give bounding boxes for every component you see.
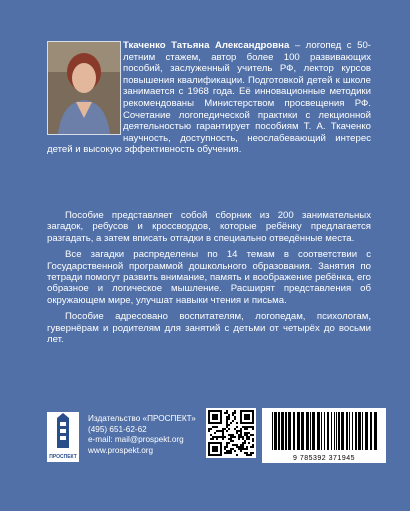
publisher-website: www.prospekt.org <box>88 445 154 455</box>
publisher-logo <box>47 412 79 462</box>
publisher-phone: (495) 651-62-62 <box>88 424 147 434</box>
author-bio <box>47 40 371 156</box>
isbn-number: 9 785392 371945 <box>293 455 355 462</box>
publisher-email: e-mail: mail@prospekt.org <box>88 435 184 444</box>
description-paragraph: Все загадки распределены по 14 темам в соответствии с Государственной программой дошкольного образования. Занятия по тетради помогут развить внимание, память и воображение ребёнка, его образное и логическое мышление. Расширят представления об окружающем мире, улучшат навыки чтения и письма. <box>47 249 371 306</box>
barcode-icon <box>262 408 386 452</box>
qr-code-icon <box>208 410 254 456</box>
isbn-barcode <box>262 408 386 463</box>
publisher-contacts <box>88 414 196 456</box>
qr-code <box>206 408 256 458</box>
description-paragraph: Пособие представляет собой сборник из 200 занимательных загадок, ребусов и кроссвордов, которые ребёнку предлагается разгадать, а затем вписать отгадки в специально отведённые места. <box>47 210 371 244</box>
author-bio-text: – логопед с 50-летним стажем, автор более 100 развивающих пособий, заслуженный учитель РФ, лектор курсов повышения квалификации. Подготовкой детей к школе занимается с 1968 года. Её инновационные методики рекомендованы Министерством просвещения РФ. Сочетание логопедической практики с лекционной деятельностью гарантирует пособиям Т. А. Ткаченко научность, доступность, неослабевающий интерес детей и высокую эффективность обучения. <box>47 40 371 156</box>
author-name: Ткаченко Татьяна Александровна <box>123 40 290 51</box>
publisher-logo-text: ПРОСПЕКТ <box>49 454 77 460</box>
description-paragraph: Пособие адресовано воспитателям, логопедам, психологам, гувернёрам и родителям для занятий с детьми от четырёх до восьми лет. <box>47 311 371 346</box>
publisher-logo-icon <box>47 412 79 456</box>
publisher-name: Издательство «ПРОСПЕКТ» <box>88 414 196 423</box>
book-description <box>47 210 371 350</box>
